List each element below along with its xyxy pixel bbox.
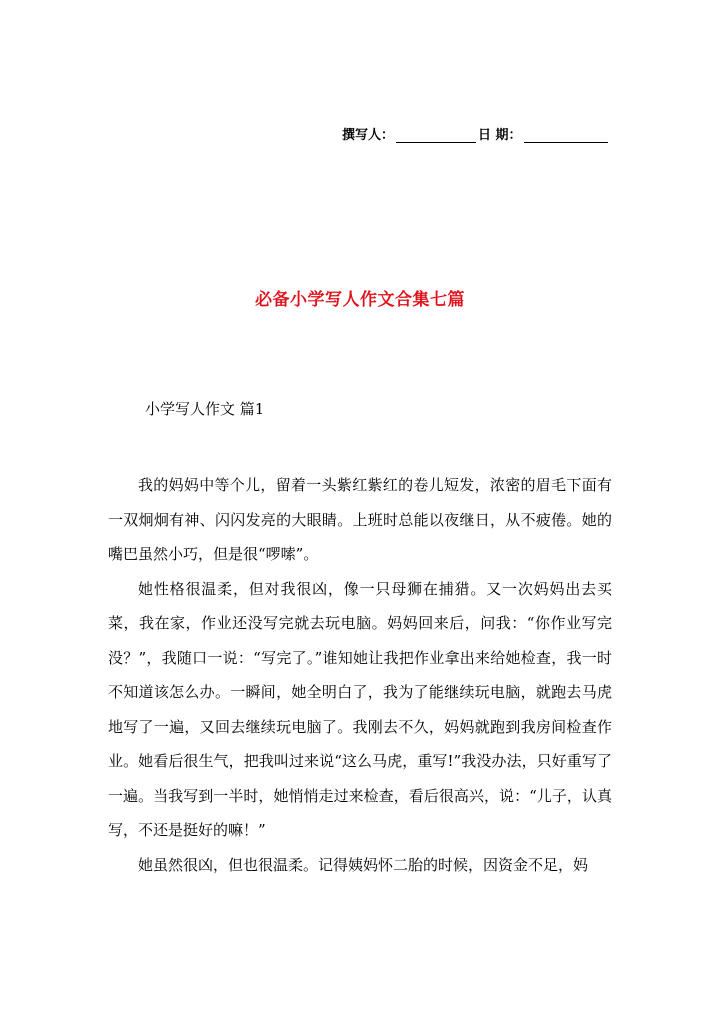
- author-label: 撰写人：: [342, 128, 395, 143]
- document-title: 必备小学写人作文合集七篇: [255, 290, 465, 310]
- essay-body: [108, 468, 612, 882]
- author-blank: [396, 128, 476, 143]
- section-heading: 小学写人作文 篇1: [145, 400, 265, 418]
- author-date-line: [342, 124, 610, 143]
- paragraph: 我的妈妈中等个儿，留着一头紫红紫红的卷儿短发，浓密的眉毛下面有一双炯炯有神、闪闪发亮的大眼睛。上班时总能以夜继日，从不疲倦。她的嘴巴虽然小巧，但是很“啰嗦”。: [108, 476, 612, 563]
- paragraph: 她性格很温柔，但对我很凶，像一只母狮在捕猎。又一次妈妈出去买菜，我在家，作业还没写完就去玩电脑。妈妈回来后，问我：“你作业写完没？”，我随口一说：“写完了。”谁知她让我把作业拿出来给她检查，我一时不知道该怎么办。一瞬间，她全明白了，我为了能继续玩电脑，就跑去马虎地写了一遍，又回去继续玩电脑了。我刚去不久，妈妈就跑到我房间检查作业。她看后很生气，把我叫过来说“这么马虎，重写!”我没办法，只好重写了一遍。当我写到一半时，她悄悄走过来检查，看后很高兴，说：“儿子，认真写，不还是挺好的嘛！”: [108, 579, 612, 839]
- date-label: 日 期：: [478, 128, 522, 143]
- paragraph: 她虽然很凶，但也很温柔。记得姨妈怀二胎的时候，因资金不足，妈: [138, 855, 589, 874]
- date-blank: [524, 128, 608, 143]
